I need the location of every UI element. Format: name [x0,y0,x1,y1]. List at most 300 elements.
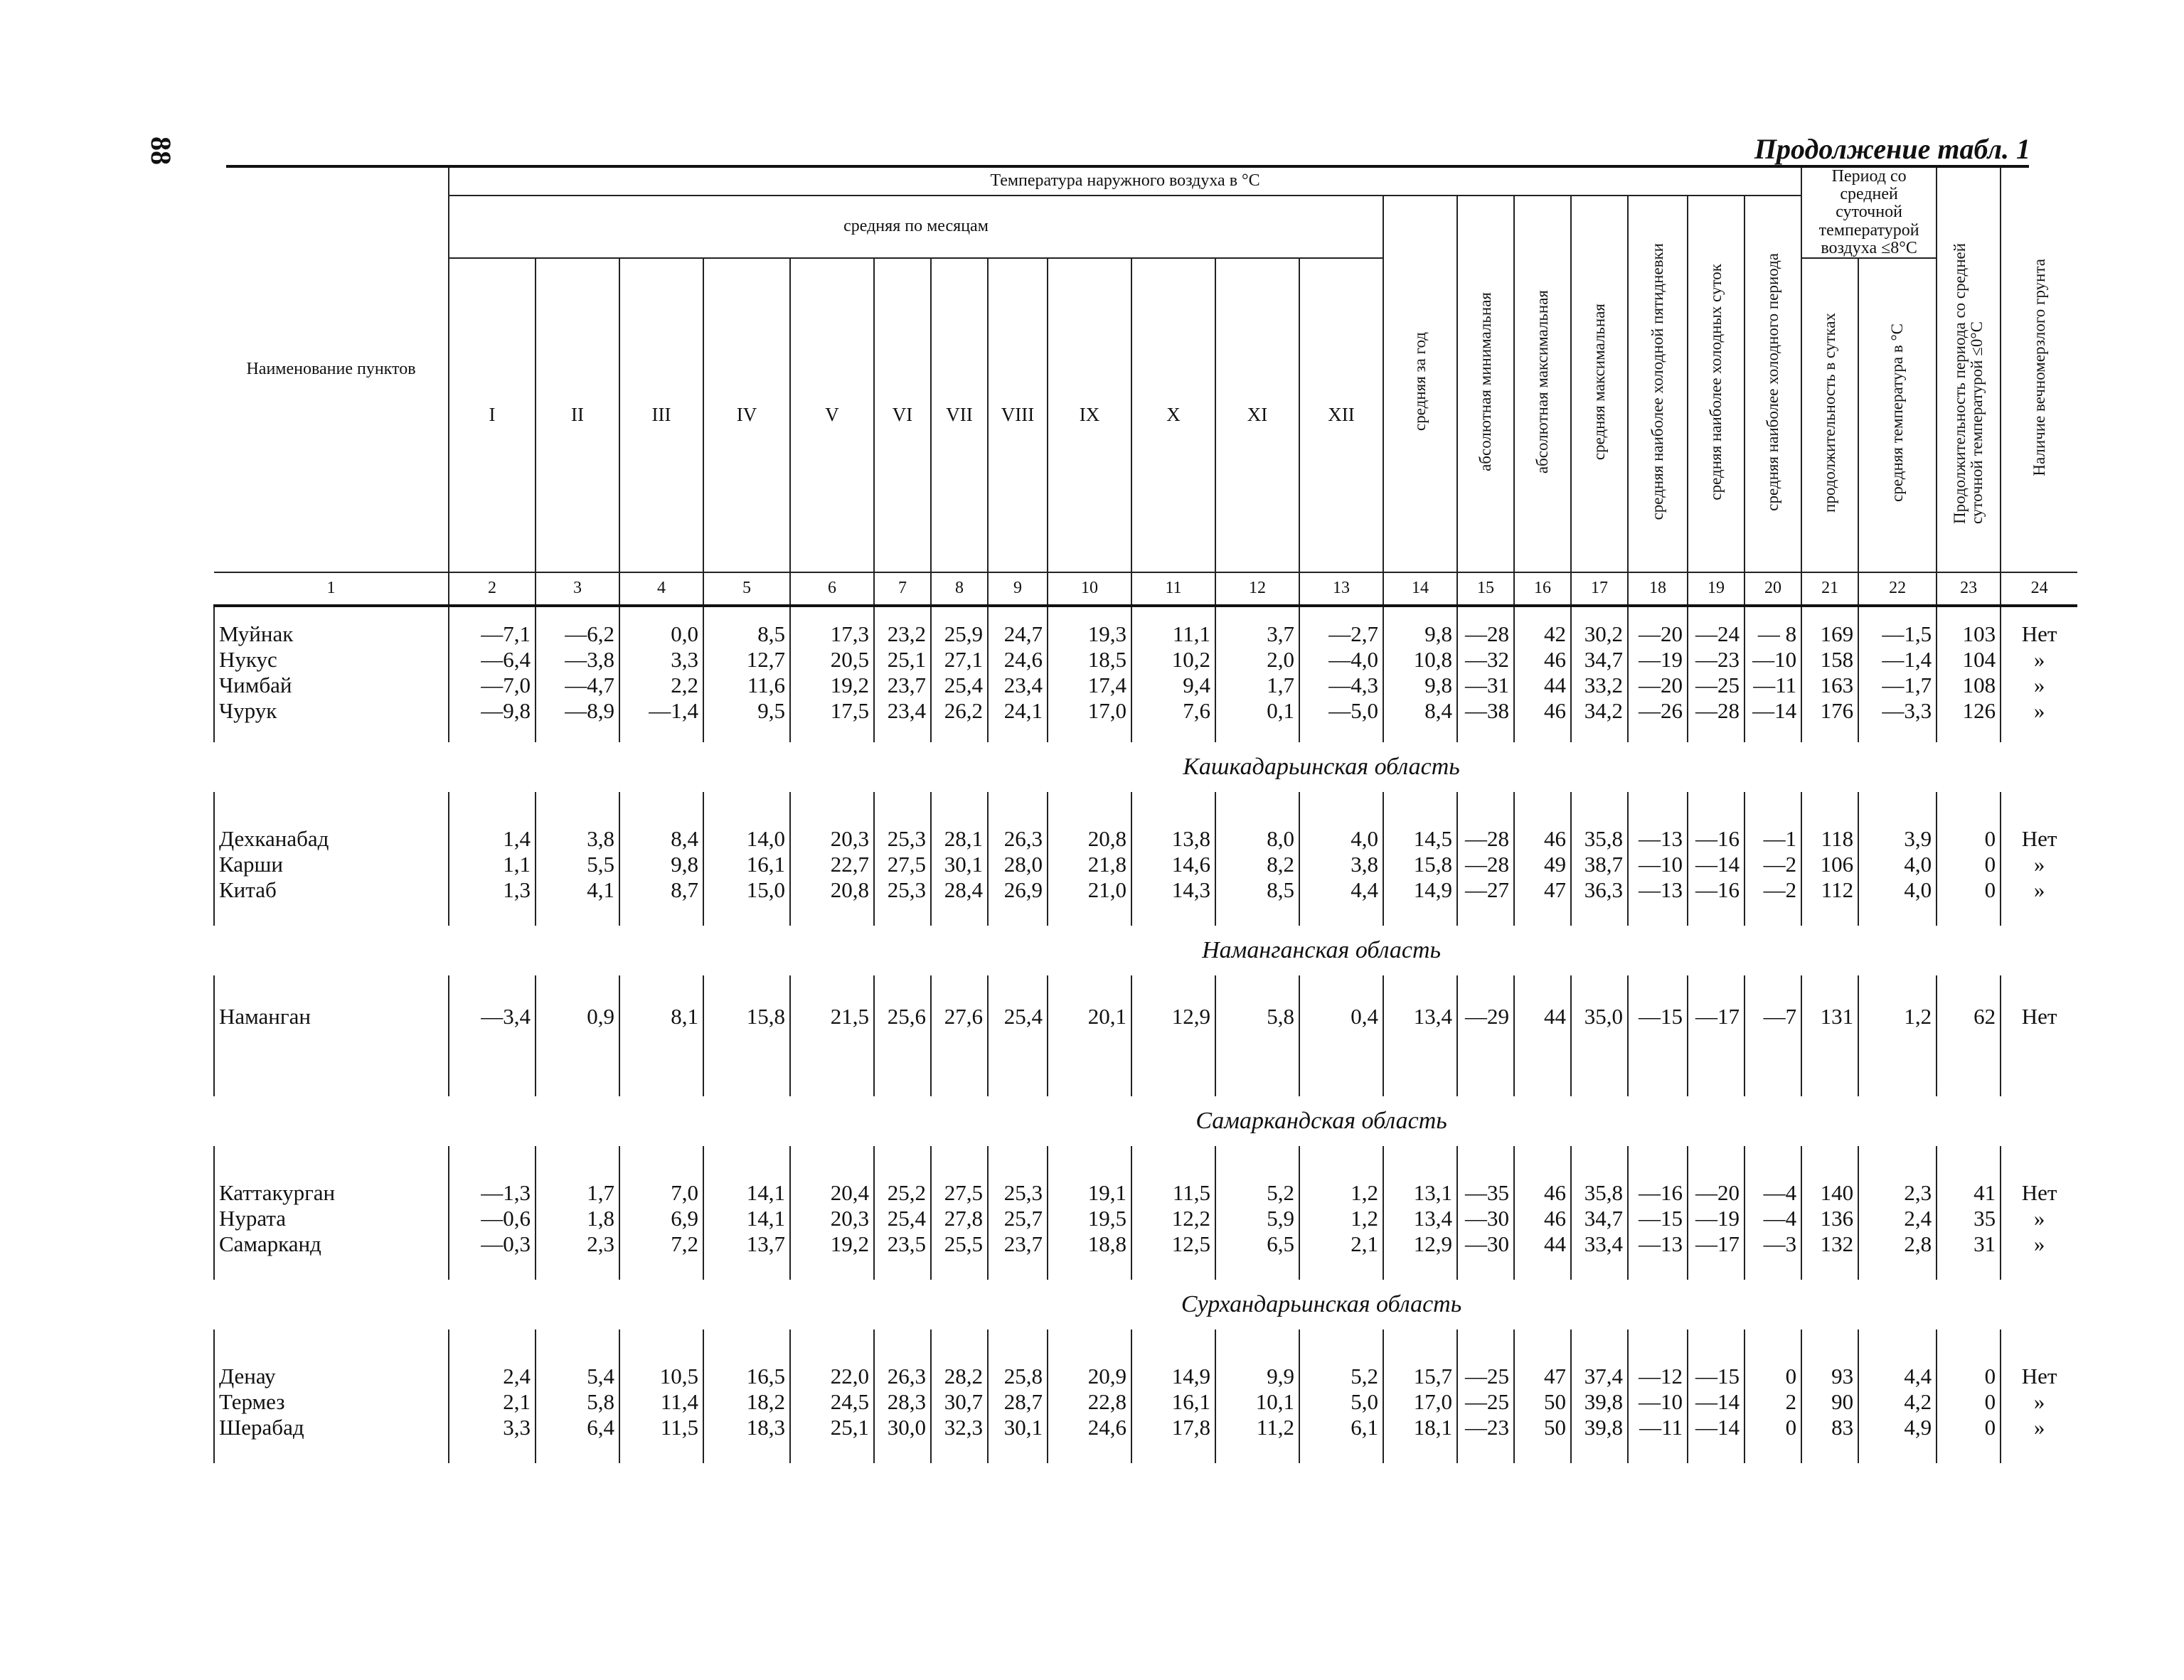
table-cell: —16 [1639,1179,1683,1205]
station-group [214,606,2077,742]
table-cell: 23,7 [1003,1231,1043,1256]
station-name: Китаб [219,877,277,902]
station-name: Нурата [219,1205,287,1231]
table-cell: 30,2 [1584,621,1623,646]
table-cell: 4,0 [1351,825,1378,851]
table-cell: —32 [1465,646,1509,672]
page-number: 88 [145,137,177,165]
table-cell: 9,5 [757,697,785,723]
table-cell: 1,4 [503,825,531,851]
table-cell: 2,4 [1904,1205,1932,1231]
table-cell: 6,4 [587,1414,614,1440]
table-cell: 8,7 [671,877,698,902]
column-number: 7 [874,572,931,606]
table-cell: —27 [1465,877,1509,902]
table-cell: 25,1 [887,646,926,672]
table-cell: 26,3 [887,1363,926,1389]
table-cell: 6,1 [1351,1414,1378,1440]
table-cell: 30,0 [887,1414,926,1440]
table-cell: Нет [2021,1179,2057,1205]
table-cell: 9,8 [1424,672,1452,697]
table-cell: 13,7 [746,1231,785,1256]
table-cell: 0 [1984,1363,1996,1389]
region-heading: Наманганская область [1202,936,1441,963]
region-heading: Сурхандарьинская область [1181,1290,1462,1317]
table-cell: 163 [1820,672,1854,697]
table-cell: 8,0 [1267,825,1294,851]
station-group [214,1329,2077,1463]
table-cell: 10,5 [659,1363,698,1389]
table-cell: —0,3 [481,1231,531,1256]
table-cell: 21,0 [1087,877,1126,902]
table-cell: —8,9 [565,697,614,723]
header-temperature-group: Температура наружного воздуха в °С [449,168,1801,196]
table-cell: 3,3 [671,646,698,672]
table-cell: 16,5 [746,1363,785,1389]
table-cell: 14,5 [1413,825,1452,851]
table-cell: —23 [1695,646,1740,672]
table-cell: 19,2 [830,1231,869,1256]
table-cell: 10,1 [1255,1389,1294,1414]
table-cell: 18,5 [1087,646,1126,672]
table-cell: 25,2 [887,1179,926,1205]
table-cell: 27,1 [944,646,983,672]
table-cell: 140 [1820,1179,1854,1205]
table-cell: » [2033,646,2045,672]
table-cell: 2,1 [1351,1231,1378,1256]
table-cell: 21,5 [830,1003,869,1029]
table-cell: 136 [1820,1205,1854,1231]
table-cell: —31 [1465,672,1509,697]
table-cell: 27,8 [944,1205,983,1231]
header-month: III [619,258,703,572]
table-cell: —14 [1695,1414,1740,1440]
table-cell: 26,3 [1003,825,1043,851]
table-cell: —25 [1695,672,1740,697]
table-cell: 1,2 [1904,1003,1932,1029]
table-cell: —2 [1763,851,1797,877]
table-cell: —15 [1639,1003,1683,1029]
header-period-duration: продолжительность в сутках [1801,258,1858,572]
table-cell: 31 [1973,1231,1996,1256]
table-cell: 106 [1820,851,1854,877]
table-cell: 118 [1821,825,1854,851]
table-cell: —17 [1695,1003,1740,1029]
table-cell: Нет [2021,1363,2057,1389]
table-cell: 20,3 [830,1205,869,1231]
table-cell: 5,9 [1267,1205,1294,1231]
table-cell: 1,7 [587,1179,614,1205]
region-heading: Кашкадарьинская область [1183,753,1460,780]
header-month: XII [1299,258,1383,572]
table-cell: —19 [1639,646,1683,672]
column-number: 6 [790,572,874,606]
table-cell: —3,4 [481,1003,531,1029]
table-cell: 13,1 [1413,1179,1452,1205]
table-cell: 19,1 [1087,1179,1126,1205]
table-cell: 22,8 [1087,1389,1126,1414]
table-cell: —7 [1763,1003,1797,1029]
table-cell: —10 [1639,1389,1683,1414]
table-cell: 132 [1820,1231,1854,1256]
table-cell: 5,5 [587,851,614,877]
header-coldest-5day: средняя наиболее холодной пятидневки [1628,196,1688,572]
table-cell: —1 [1763,825,1797,851]
table-cell: 26,9 [1003,877,1043,902]
table-cell: 2,2 [671,672,698,697]
table-cell: —14 [1752,697,1797,723]
table-cell: 44 [1544,1231,1566,1256]
table-cell: —13 [1639,825,1683,851]
table-cell: 50 [1544,1389,1566,1414]
table-cell: 0 [1785,1363,1797,1389]
column-number: 24 [2001,572,2077,606]
header-coldest-day: средняя наиболее холодных суток [1688,196,1744,572]
table-cell: —16 [1695,877,1740,902]
column-number: 9 [988,572,1048,606]
table-cell: 5,2 [1267,1179,1294,1205]
table-cell: 104 [1962,646,1996,672]
header-month: II [536,258,619,572]
table-cell: 7,0 [671,1179,698,1205]
table-cell: » [2033,877,2045,902]
table-cell: —4,0 [1328,646,1378,672]
table-cell: 1,1 [503,851,531,877]
table-cell: 24,1 [1003,697,1043,723]
table-cell: 37,4 [1584,1363,1623,1389]
table-cell: 8,1 [671,1003,698,1029]
column-number: 18 [1628,572,1688,606]
station-group [214,975,2077,1096]
table-cell: 14,3 [1171,877,1210,902]
table-cell: 28,1 [944,825,983,851]
column-number: 21 [1801,572,1858,606]
table-cell: 33,4 [1584,1231,1623,1256]
table-cell: 3,3 [503,1414,531,1440]
table-cell: —14 [1695,1389,1740,1414]
table-cell: 11,5 [1172,1179,1210,1205]
table-cell: 2,1 [503,1389,531,1414]
table-cell: 25,9 [944,621,983,646]
table-cell: 4,4 [1351,877,1378,902]
table-cell: —16 [1695,825,1740,851]
table-cell: 17,0 [1413,1389,1452,1414]
table-cell: 46 [1544,825,1566,851]
table-cell: 28,3 [887,1389,926,1414]
column-number: 13 [1299,572,1383,606]
column-number: 15 [1457,572,1514,606]
column-number: 3 [536,572,619,606]
station-name: Каттакурган [219,1179,336,1205]
table-cell: —4 [1763,1205,1797,1231]
station-name: Чурук [219,697,277,723]
table-cell: 38,7 [1584,851,1623,877]
table-cell: —1,4 [1882,646,1932,672]
table-cell: 20,9 [1087,1363,1126,1389]
table-cell: 90 [1831,1389,1854,1414]
table-cell: 34,2 [1584,697,1623,723]
table-cell: 108 [1962,672,1996,697]
column-number: 22 [1858,572,1937,606]
table-cell: 20,1 [1087,1003,1126,1029]
table-cell: 3,8 [587,825,614,851]
climate-table [213,168,2077,1463]
table-cell: 5,2 [1351,1363,1378,1389]
table-cell: 15,8 [746,1003,785,1029]
table-cell: 28,4 [944,877,983,902]
table-cell: —0,6 [481,1205,531,1231]
station-name: Чимбай [219,672,292,697]
table-cell: 25,3 [887,825,926,851]
table-cell: 18,8 [1087,1231,1126,1256]
table-cell: —20 [1639,672,1683,697]
table-cell: —15 [1695,1363,1740,1389]
table-cell: 16,1 [1171,1389,1210,1414]
table-cell: —6,4 [481,646,531,672]
table-cell: 5,4 [587,1363,614,1389]
table-cell: 3,8 [1351,851,1378,877]
table-cell: 17,8 [1171,1414,1210,1440]
column-number: 1 [214,572,449,606]
table-cell: 8,4 [1424,697,1452,723]
table-cell: 24,6 [1003,646,1043,672]
header-month: V [790,258,874,572]
column-number: 11 [1131,572,1215,606]
table-cell: —7,1 [481,621,531,646]
table-cell: 20,8 [1087,825,1126,851]
station-group [214,1146,2077,1280]
column-number: 10 [1048,572,1131,606]
table-cell: —26 [1639,697,1683,723]
table-cell: 16,1 [746,851,785,877]
table-cell: 49 [1544,851,1566,877]
table-cell: 13,8 [1171,825,1210,851]
table-cell: 18,3 [746,1414,785,1440]
table-cell: 20,5 [830,646,869,672]
table-cell: —3,8 [565,646,614,672]
table-cell: — 8 [1757,621,1797,646]
table-cell: 62 [1973,1003,1996,1029]
table-cell: 8,5 [1267,877,1294,902]
column-number: 19 [1688,572,1744,606]
table-cell: —14 [1695,851,1740,877]
table-cell: 14,1 [746,1179,785,1205]
table-cell: 4,0 [1904,877,1932,902]
station-name: Карши [219,851,283,877]
station-name: Наманган [219,1003,311,1029]
table-cell: 24,7 [1003,621,1043,646]
table-cell: 47 [1544,1363,1566,1389]
table-cell: 46 [1544,697,1566,723]
table-cell: 1,2 [1351,1205,1378,1231]
table-cell: 1,2 [1351,1179,1378,1205]
station-name: Самарканд [219,1231,321,1256]
table-cell: 11,1 [1172,621,1210,646]
table-cell: 20,4 [830,1179,869,1205]
table-cell: 2 [1785,1389,1797,1414]
table-cell: 28,0 [1003,851,1043,877]
table-cell: 13,4 [1413,1003,1452,1029]
table-cell: —9,8 [481,697,531,723]
table-cell: —4,7 [565,672,614,697]
table-cell: 1,8 [587,1205,614,1231]
table-cell: » [2033,1205,2045,1231]
table-cell: —7,0 [481,672,531,697]
table-cell: 8,2 [1267,851,1294,877]
table-cell: 9,8 [671,851,698,877]
header-period-temp: средняя температура в °С [1858,258,1937,572]
header-month: VIII [988,258,1048,572]
table-cell: » [2033,1389,2045,1414]
table-cell: 10,8 [1413,646,1452,672]
table-cell: 0 [1785,1414,1797,1440]
table-cell: 7,6 [1183,697,1210,723]
table-cell: —20 [1695,1179,1740,1205]
station-name: Дехканабад [219,825,329,851]
table-cell: » [2033,1231,2045,1256]
table-cell: —30 [1465,1231,1509,1256]
table-cell: 35,0 [1584,1003,1623,1029]
table-cell: » [2033,851,2045,877]
table-cell: 5,8 [1267,1003,1294,1029]
table-cell: 3,7 [1267,621,1294,646]
table-cell: 17,3 [830,621,869,646]
station-name: Муйнак [219,621,294,646]
table-cell: 32,3 [944,1414,983,1440]
table-cell: 8,5 [757,621,785,646]
table-cell: 11,2 [1256,1414,1294,1440]
table-cell: 28,7 [1003,1389,1043,1414]
header-monthly-group: средняя по месяцам [449,196,1383,258]
table-cell: —19 [1695,1205,1740,1231]
header-period-group: Период со средней суточной температурой воздуха ≤8°С [1801,168,1937,258]
header-month: I [449,258,536,572]
table-cell: 11,5 [660,1414,698,1440]
table-cell: 11,4 [660,1389,698,1414]
table-cell: 176 [1820,697,1854,723]
table-cell: —12 [1639,1363,1683,1389]
table-cell: 6,9 [671,1205,698,1231]
table-cell: 46 [1544,646,1566,672]
table-cell: 39,8 [1584,1389,1623,1414]
column-number: 12 [1215,572,1299,606]
table-cell: 6,5 [1267,1231,1294,1256]
table-cell: —23 [1465,1414,1509,1440]
table-cell: 9,8 [1424,621,1452,646]
table-cell: —28 [1465,621,1509,646]
table-cell: 46 [1544,1179,1566,1205]
table-cell: 42 [1544,621,1566,646]
column-number: 8 [931,572,988,606]
column-number: 20 [1744,572,1801,606]
table-cell: 22,0 [830,1363,869,1389]
table-cell: 30,7 [944,1389,983,1414]
table-cell: —38 [1465,697,1509,723]
table-cell: —5,0 [1328,697,1378,723]
table-cell: 18,1 [1413,1414,1452,1440]
table-cell: 19,5 [1087,1205,1126,1231]
table-cell: 12,5 [1171,1231,1210,1256]
table-cell: 0 [1984,877,1996,902]
table-cell: 26,2 [944,697,983,723]
table-cell: 0,0 [671,621,698,646]
table-cell: 169 [1820,621,1854,646]
table-cell: —2,7 [1328,621,1378,646]
table-cell: 14,1 [746,1205,785,1231]
table-cell: 34,7 [1584,646,1623,672]
table-cell: 34,7 [1584,1205,1623,1231]
table-cell: 12,7 [746,646,785,672]
table-cell: 2,8 [1904,1231,1932,1256]
table-cell: 14,0 [746,825,785,851]
header-permafrost: Наличие вечномерзлого грунта [2001,168,2077,572]
table-cell: 15,7 [1413,1363,1452,1389]
table-cell: 19,3 [1087,621,1126,646]
table-cell: 25,3 [887,877,926,902]
header-station-name: Наименование пунктов [214,168,449,572]
table-cell: 2,0 [1267,646,1294,672]
table-cell: 12,2 [1171,1205,1210,1231]
header-period-below-zero: Продолжительность периода со средней суточной температурой ≤0°С [1937,168,2001,572]
table-cell: 1,7 [1267,672,1294,697]
table-cell: 0,1 [1267,697,1294,723]
column-number: 23 [1937,572,2001,606]
table-cell: 50 [1544,1414,1566,1440]
table-cell: 8,4 [671,825,698,851]
table-cell: 35,8 [1584,1179,1623,1205]
table-cell: 0 [1984,851,1996,877]
table-cell: 4,0 [1904,851,1932,877]
table-cell: —29 [1465,1003,1509,1029]
station-name: Денау [219,1363,276,1389]
header-abs-min: абсолютная минимальная [1457,196,1514,572]
header-abs-max: абсолютная максимальная [1514,196,1571,572]
table-cell: 25,3 [1003,1179,1043,1205]
table-cell: —10 [1752,646,1797,672]
table-cell: 23,4 [887,697,926,723]
table-cell: 4,4 [1904,1363,1932,1389]
table-cell: —1,5 [1882,621,1932,646]
header-coldest-period: средняя наиболее холодного периода [1744,196,1801,572]
column-number: 17 [1571,572,1628,606]
table-cell: 17,4 [1087,672,1126,697]
table-cell: 2,4 [503,1363,531,1389]
table-cell: 93 [1831,1363,1854,1389]
table-cell: 0 [1984,1389,1996,1414]
table-cell: » [2033,672,2045,697]
table-cell: —24 [1695,621,1740,646]
table-cell: 46 [1544,1205,1566,1231]
table-continuation-title: Продолжение табл. 1 [1754,133,2030,165]
table-cell: 18,2 [746,1389,785,1414]
table-cell: 14,9 [1171,1363,1210,1389]
table-cell: 28,2 [944,1363,983,1389]
table-cell: —1,3 [481,1179,531,1205]
table-cell: 35 [1973,1205,1996,1231]
table-cell: —28 [1465,825,1509,851]
table-cell: 19,2 [830,672,869,697]
table-cell: 21,8 [1087,851,1126,877]
table-cell: 25,4 [887,1205,926,1231]
column-number: 5 [703,572,790,606]
table-cell: —1,4 [649,697,698,723]
table-cell: 33,2 [1584,672,1623,697]
table-cell: 12,9 [1171,1003,1210,1029]
table-cell: 0 [1984,825,1996,851]
table-cell: 14,6 [1171,851,1210,877]
table-cell: 24,5 [830,1389,869,1414]
header-annual: средняя за год [1383,196,1457,572]
